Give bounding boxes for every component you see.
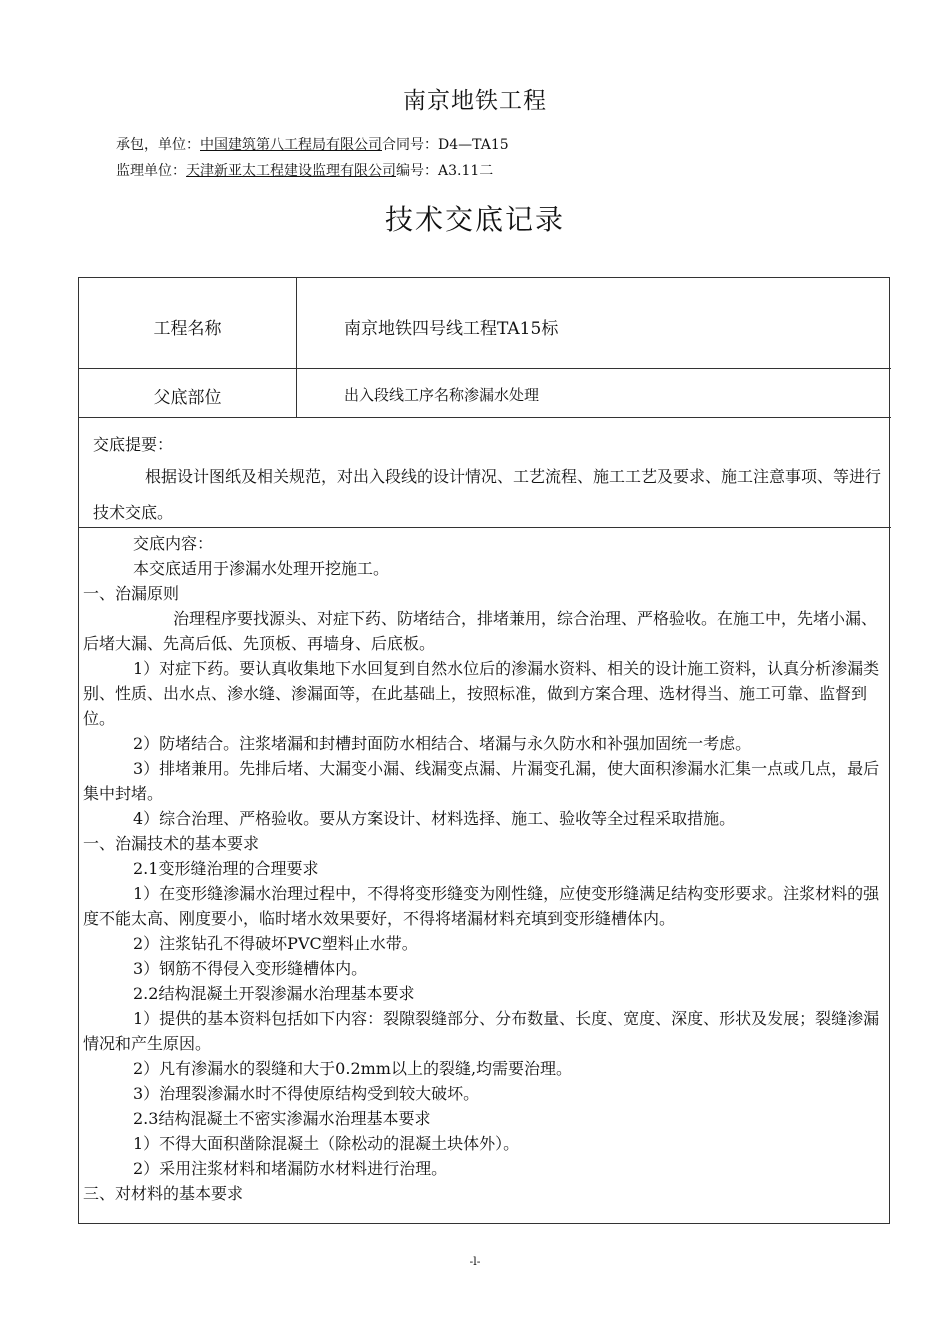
project-row bbox=[79, 278, 891, 369]
supervisor-label: 监理单位： bbox=[116, 163, 186, 179]
header-title: 南京地铁工程 bbox=[403, 88, 547, 114]
paragraph: 2）注浆钻孔不得破坏PVC塑料止水带。 bbox=[133, 934, 418, 953]
part-value: 出入段线工序名称渗漏水处理 bbox=[344, 386, 540, 404]
supervisor-line bbox=[116, 160, 493, 180]
summary-text: 根据设计图纸及相关规范，对出入段线的设计情况、工艺流程、施工工艺及要求、施工注意事项、等进行技术交底。 bbox=[93, 467, 882, 522]
contract-no-label: 合同号： bbox=[382, 137, 438, 153]
paragraph: 4）综合治理、严格验收。要从方案设计、材料选择、施工、验收等全过程采取措施。 bbox=[133, 809, 736, 828]
summary-section bbox=[79, 418, 891, 528]
project-label: 工程名称 bbox=[153, 319, 222, 339]
section-title: 一、治漏原则 bbox=[83, 584, 180, 603]
subsection-title: 2.3结构混凝土不密实渗漏水治理基本要求 bbox=[133, 1109, 431, 1128]
document-title: 技术交底记录 bbox=[384, 203, 565, 236]
section-title: 三、对材料的基本要求 bbox=[83, 1184, 244, 1203]
record-form bbox=[78, 277, 890, 1224]
contract-no: D4—TA15 bbox=[438, 137, 509, 153]
code-label: 编号： bbox=[396, 163, 438, 179]
page-number: -l- bbox=[469, 1255, 481, 1268]
contractor-label: 承包，单位： bbox=[116, 137, 200, 153]
supervisor-name: 天津新亚太工程建设监理有限公司 bbox=[186, 163, 396, 179]
content-intro: 本交底适用于渗漏水处理开挖施工。 bbox=[133, 559, 390, 578]
paragraph: 1）在变形缝渗漏水治理过程中，不得将变形缝变为刚性缝，应使变形缝满足结构变形要求。注浆材料的强度不能太高、刚度要小，临时堵水效果要好，不得将堵漏材料充填到变形缝槽体内。 bbox=[83, 884, 880, 928]
paragraph: 治理程序要找源头、对症下药、防堵结合，排堵兼用，综合治理、严格验收。在施工中，先堵小漏、后堵大漏、先高后低、先顶板、再墙身、后底板。 bbox=[83, 609, 878, 653]
part-row bbox=[79, 369, 891, 418]
project-value: 南京地铁四号线工程TA15标 bbox=[344, 319, 559, 339]
content-section bbox=[83, 531, 885, 1206]
content-heading: 交底内容： bbox=[133, 534, 214, 553]
summary-label: 交底提要： bbox=[93, 435, 174, 454]
paragraph: 3）治理裂渗漏水时不得使原结构受到较大破坏。 bbox=[133, 1084, 480, 1103]
paragraph: 3）排堵兼用。先排后堵、大漏变小漏、线漏变点漏、片漏变孔漏，使大面积渗漏水汇集一点或几点，最后集中封堵。 bbox=[83, 759, 880, 803]
subsection-title: 2.2结构混凝土开裂渗漏水治理基本要求 bbox=[133, 984, 415, 1003]
paragraph: 2）防堵结合。注浆堵漏和封槽封面防水相结合、堵漏与永久防水和补强加固统一考虑。 bbox=[133, 734, 752, 753]
code-value: A3.11二 bbox=[438, 163, 494, 179]
paragraph: 1）提供的基本资料包括如下内容：裂隙裂缝部分、分布数量、长度、宽度、深度、形状及发展；裂缝渗漏情况和产生原因。 bbox=[83, 1009, 880, 1053]
paragraph: 2）凡有渗漏水的裂缝和大于0.2mm以上的裂缝,均需要治理。 bbox=[133, 1059, 573, 1078]
part-label: 父底部位 bbox=[153, 388, 222, 408]
paragraph: 2）采用注浆材料和堵漏防水材料进行治理。 bbox=[133, 1159, 448, 1178]
paragraph: 1）不得大面积凿除混凝土（除松动的混凝土块体外）。 bbox=[133, 1134, 520, 1153]
section-title: 一、治漏技术的基本要求 bbox=[83, 834, 260, 853]
contractor-line bbox=[116, 134, 509, 154]
subsection-title: 2.1变形缝治理的合理要求 bbox=[133, 859, 319, 878]
paragraph: 3）钢筋不得侵入变形缝槽体内。 bbox=[133, 959, 368, 978]
paragraph: 1）对症下药。要认真收集地下水回复到自然水位后的渗漏水资料、相关的设计施工资料，认真分析渗漏类别、性质、出水点、渗水缝、渗漏面等，在此基础上，按照标准，做到方案合理、选材得当、施工可靠、监督到位。 bbox=[83, 659, 880, 728]
contractor-name: 中国建筑第八工程局有限公司 bbox=[200, 137, 382, 153]
